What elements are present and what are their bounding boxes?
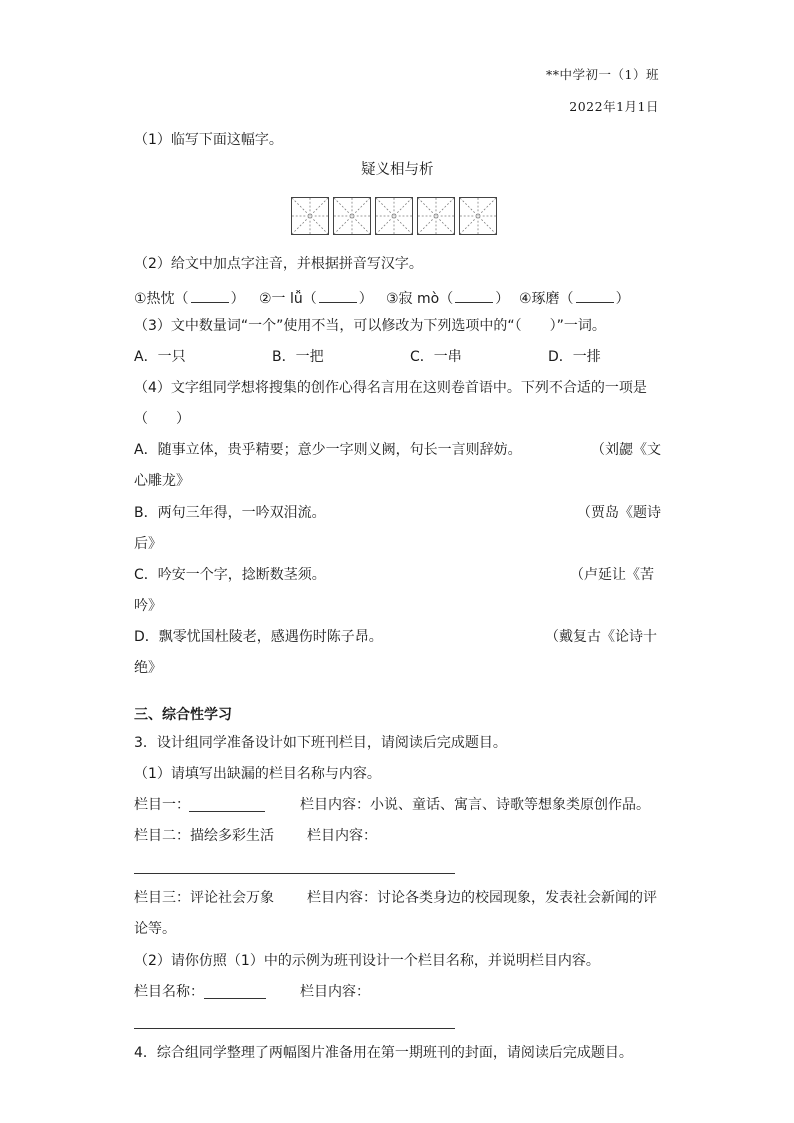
date: 2022年1月1日 bbox=[569, 99, 659, 114]
q4-option-a-cite: （刘勰《文 bbox=[591, 442, 661, 458]
column-1-content: 栏目内容：小说、童话、寓言、诗歌等想象类原创作品。 bbox=[300, 797, 650, 813]
q2-item bbox=[134, 288, 245, 308]
column-2-label: 栏目二：描绘多彩生活 bbox=[134, 828, 274, 844]
q3-option-b[interactable]: B．一把 bbox=[272, 349, 324, 365]
tianzige-grid bbox=[291, 197, 497, 235]
q4-option-b-cite-cont: 后》 bbox=[134, 536, 162, 552]
tianzige-cell bbox=[333, 197, 371, 235]
answer-blank[interactable] bbox=[191, 288, 229, 303]
column-1-name-blank[interactable] bbox=[189, 811, 265, 812]
sub-question-1: （1）请填写出缺漏的栏目名称与内容。 bbox=[134, 766, 381, 782]
tianzige-cell bbox=[375, 197, 413, 235]
q4-prompt: （4）文字组同学想将搜集的创作心得名言用在这则卷首语中。下列不合适的一项是 bbox=[134, 380, 647, 396]
column-2-content: 栏目内容： bbox=[307, 828, 377, 844]
q4-prompt-paren: （ ） bbox=[134, 411, 190, 427]
q4-option-a-cite-cont: 心雕龙》 bbox=[134, 473, 190, 489]
q4-option-b[interactable]: B．两句三年得，一吟双泪流。 bbox=[134, 505, 326, 521]
q2-item-tail: ） bbox=[495, 291, 510, 307]
calligraphy-text: 疑义相与析 bbox=[361, 162, 434, 178]
q2-item-label: ④琢磨（ bbox=[519, 291, 574, 307]
q3-option-a[interactable]: A．一只 bbox=[134, 349, 186, 365]
question-3-intro: 3．设计组同学准备设计如下班刊栏目，请阅读后完成题目。 bbox=[134, 735, 507, 751]
answer-blank[interactable] bbox=[319, 288, 357, 303]
column-1-label: 栏目一： bbox=[134, 797, 190, 813]
answer-blank[interactable] bbox=[576, 288, 614, 303]
class-name: **中学初一（1）班 bbox=[546, 67, 659, 82]
q2-item-label: ①热忱（ bbox=[134, 291, 189, 307]
column-3-label: 栏目三：评论社会万象 bbox=[134, 890, 274, 906]
tianzige-cell bbox=[417, 197, 455, 235]
answer-blank[interactable] bbox=[455, 288, 493, 303]
sub-question-2: （2）请你仿照（1）中的示例为班刊设计一个栏目名称，并说明栏目内容。 bbox=[134, 953, 600, 969]
q4-option-d[interactable]: D．飘零忧国杜陵老，感遇伤时陈子昂。 bbox=[134, 629, 383, 645]
q2-prompt: （2）给文中加点字注音，并根据拼音写汉字。 bbox=[134, 256, 423, 272]
column-content-blank[interactable] bbox=[134, 1028, 455, 1029]
column-name-blank[interactable] bbox=[204, 998, 266, 999]
q4-option-d-cite-cont: 绝》 bbox=[134, 660, 162, 676]
q1-prompt: （1）临写下面这幅字。 bbox=[134, 132, 283, 148]
column-3-content: 栏目内容：讨论各类身边的校园现象，发表社会新闻的评 bbox=[307, 890, 657, 906]
q3-option-d[interactable]: D．一排 bbox=[548, 349, 601, 365]
column-name-label: 栏目名称： bbox=[134, 984, 204, 1000]
q2-item bbox=[519, 288, 630, 308]
tianzige-cell bbox=[459, 197, 497, 235]
q3-option-c[interactable]: C．一串 bbox=[410, 349, 462, 365]
q4-option-c-cite: （卢延让《苦 bbox=[570, 567, 654, 583]
q2-item-label: ③寂 mò（ bbox=[386, 291, 454, 307]
q2-item-tail: ） bbox=[615, 291, 630, 307]
q4-option-b-cite: （贾岛《题诗 bbox=[577, 505, 661, 521]
q4-option-c[interactable]: C．吟安一个字，捻断数茎须。 bbox=[134, 567, 326, 583]
q3-prompt: （3）文中数量词“一个”使用不当，可以修改为下列选项中的“（ ）”一词。 bbox=[134, 318, 606, 334]
column-3-content-cont: 论等。 bbox=[134, 921, 176, 937]
section-heading: 三、综合性学习 bbox=[134, 707, 232, 723]
q4-option-d-cite: （戴复古《论诗十 bbox=[545, 629, 657, 645]
question-4-intro: 4．综合组同学整理了两幅图片准备用在第一期班刊的封面，请阅读后完成题目。 bbox=[134, 1045, 633, 1061]
q2-item-tail: ） bbox=[358, 291, 373, 307]
q2-item-label: ②一 lǚ（ bbox=[259, 291, 317, 307]
column-content-label: 栏目内容： bbox=[300, 984, 370, 1000]
q2-item bbox=[386, 288, 509, 308]
q2-item-tail: ） bbox=[230, 291, 245, 307]
column-2-content-blank[interactable] bbox=[134, 873, 455, 874]
tianzige-cell bbox=[291, 197, 329, 235]
q4-option-c-cite-cont: 吟》 bbox=[134, 598, 162, 614]
q4-option-a[interactable]: A．随事立体，贵乎精要；意少一字则义阙，句长一言则辞妨。 bbox=[134, 442, 522, 458]
q2-item bbox=[259, 288, 373, 308]
